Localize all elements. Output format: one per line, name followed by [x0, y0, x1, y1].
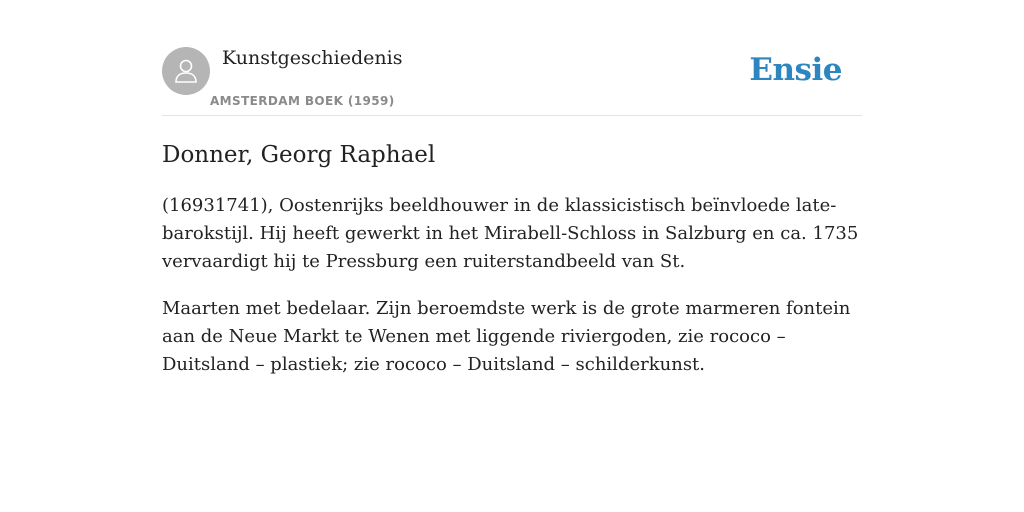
user-icon	[171, 56, 201, 86]
article-paragraph: (16931741), Oostenrijks beeldhouwer in de klassicistisch beïnvloede late-barokstijl. Hij heeft gewerkt in het Mirabell-Schloss in Salzburg en ca. 1735 vervaardigt hij te Pressburg een ruiterstandbeeld van St.	[162, 195, 859, 272]
article-page	[162, 0, 862, 375]
article-title: Donner, Georg Raphael	[162, 142, 436, 168]
category-link[interactable]: Kunstgeschiedenis	[222, 47, 403, 69]
brand-logo[interactable]: Ensie	[749, 52, 842, 88]
author-avatar[interactable]	[162, 47, 210, 95]
article-paragraph: Maarten met bedelaar. Zijn beroemdste werk is de grote marmeren fontein aan de Neue Markt te Wenen met liggende riviergoden, zie rococo – Duitsland – plastiek; zie rococo – Duitsland – schilderkunst.	[162, 298, 851, 375]
page-header	[162, 0, 862, 116]
source-label[interactable]: AMSTERDAM BOEK (1959)	[210, 94, 395, 108]
